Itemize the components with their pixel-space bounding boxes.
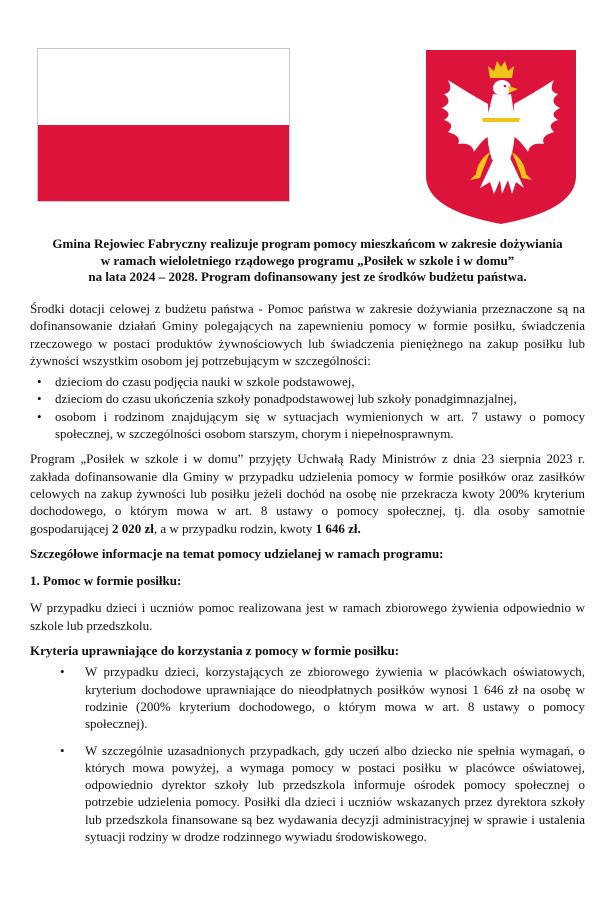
polish-flag xyxy=(37,48,290,202)
list-item: • osobom i rodzinom znajdującym się w sytuacjach wymienionych w art. 7 ustawy o pomocy społecznej, w szczególności osobom starszym, chorym i niepełnosprawnym. xyxy=(30,408,585,443)
heading-line-2: w ramach wieloletniego rządowego programu „Posiłek w szkole i w domu” xyxy=(100,252,515,268)
list-item: • dzieciom do czasu ukończenia szkoły ponadpodstawowej lub szkoły ponadgimnazjalnej, xyxy=(30,390,585,407)
flag-red-stripe xyxy=(38,125,289,201)
document-body xyxy=(30,300,585,854)
program-text-mid: , a w przypadku rodzin, kwoty xyxy=(153,520,316,536)
list-item: • dzieciom do czasu podjęcia nauki w szkole podstawowej, xyxy=(30,373,585,390)
list-item: • W szczególnie uzasadnionych przypadkach, gdy uczeń albo dziecko nie spełnia wymagań, o których mowa powyżej, a wymaga pomocy w postaci posiłku w placówce oświatowej, odpowiednio dyrektor szkoły lub przedszkola informuje ośrodek pomocy społecznej o potrzebie udzielenia pomocy. Posiłki dla dzieci i uczniów wskazanych przez dyrektora szkoły lub przedszkola finansowane są bez wydawania decyzji administracyjnej w sprawie i ustalenia sytuacji rodziny w drodze rodzinnego wywiadu środowiskowego. xyxy=(30,742,585,846)
amount-single: 2 020 zł xyxy=(111,520,154,536)
criteria-heading: Kryteria uprawniające do korzystania z pomocy w formie posiłku: xyxy=(30,643,400,659)
heading-line-1: Gmina Rejowiec Fabryczny realizuje program pomocy mieszkańcom w zakresie dożywiania xyxy=(52,236,563,251)
program-text: Program „Posiłek w szkole i w domu” przyjęty Uchwałą Rady Ministrów z dnia 23 sierpnia 2023 r. zakłada dofinansowanie dla Gminy w przypadku udzielenia pomocy w formie posiłków oraz zasiłków celowych na zakup żywności lub posiłku jeżeli dochód na osobę nie przekracza kwoty 200% kryterium dochodowego, o którym mowa w art. 8 ustawy o pomocy społecznej, tj. dla osoby samotnie gospodarującej xyxy=(30,451,585,536)
program-paragraph xyxy=(30,450,585,536)
details-heading: Szczegółowe informacje na temat pomocy udzielanej w ramach programu: xyxy=(30,545,444,561)
beneficiaries-list xyxy=(30,373,585,442)
intro-paragraph: Środki dotacji celowej z budżetu państwa - Pomoc państwa w zakresie dożywiania przeznaczone są na dofinansowanie działań Gminy polegających na zapewnieniu pomocy w formie posiłku, świadczenia rzeczowego w postaci produktów żywnościowych lub świadczenia pieniężnego na zakup posiłku lub żywności wszystkim osobom jej potrzebującym w szczególności: xyxy=(30,301,585,368)
heading-line-3: na lata 2024 – 2028. Program dofinansowany jest ze środków budżetu państwa. xyxy=(88,269,527,284)
flag-white-stripe xyxy=(38,49,289,125)
page-heading xyxy=(30,236,585,286)
list-item: • W przypadku dzieci, korzystających ze zbiorowego żywienia w placówkach oświatowych, kryterium dochodowe uprawniające do nieodpłatnych posiłków wynosi 1 646 zł na osobę w rodzinie (200% kryterium dochodowego, o którym mowa w art. 8 ustawy o pomocy społecznej). xyxy=(30,663,585,732)
section-1-heading: 1. Pomoc w formie posiłku: xyxy=(30,573,182,589)
section-1-paragraph: W przypadku dzieci i uczniów pomoc realizowana jest w ramach zbiorowego żywienia odpowiednio w szkole lub przedszkolu. xyxy=(30,600,585,633)
criteria-list xyxy=(30,663,585,845)
amount-family: 1 646 zł. xyxy=(315,520,361,536)
coat-of-arms-eagle-icon xyxy=(424,48,578,226)
